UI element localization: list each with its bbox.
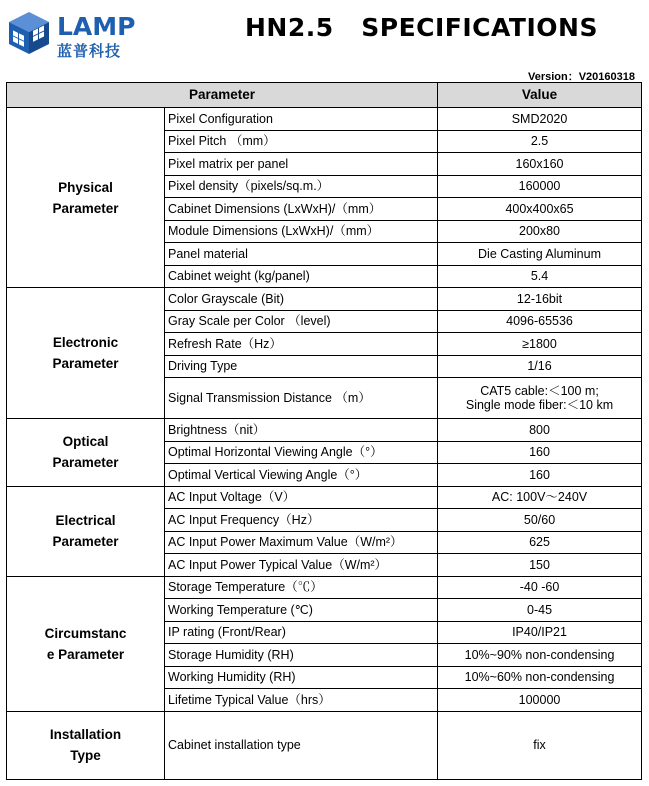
group-label: Circumstanc e Parameter	[7, 576, 165, 711]
value-cell: 0-45	[438, 599, 642, 622]
value-cell: Die Casting Aluminum	[438, 243, 642, 266]
parameter-cell: Working Temperature (℃)	[165, 599, 438, 622]
parameter-column-header: Parameter	[7, 83, 438, 108]
parameter-cell: Color Grayscale (Bit)	[165, 288, 438, 311]
value-column-header: Value	[438, 83, 642, 108]
value-cell: SMD2020	[438, 108, 642, 131]
parameter-cell: AC Input Voltage（V）	[165, 486, 438, 509]
parameter-cell: Pixel Pitch （mm）	[165, 130, 438, 153]
value-cell: 150	[438, 554, 642, 577]
parameter-cell: Pixel matrix per panel	[165, 153, 438, 176]
parameter-cell: Optimal Vertical Viewing Angle（°）	[165, 464, 438, 487]
group-label: Installation Type	[7, 711, 165, 779]
value-cell: 625	[438, 531, 642, 554]
table-row	[7, 711, 642, 779]
parameter-cell: Cabinet Dimensions (LxWxH)/（mm）	[165, 198, 438, 221]
value-cell: 160000	[438, 175, 642, 198]
value-cell: fix	[438, 711, 642, 779]
table-body	[7, 108, 642, 780]
group-label: Physical Parameter	[7, 108, 165, 288]
value-cell: 160	[438, 441, 642, 464]
value-cell: 100000	[438, 689, 642, 712]
parameter-cell: AC Input Power Maximum Value（W/m²）	[165, 531, 438, 554]
parameter-cell: Optimal Horizontal Viewing Angle（°）	[165, 441, 438, 464]
parameter-cell: Storage Humidity (RH)	[165, 644, 438, 667]
value-cell: 10%~90% non-condensing	[438, 644, 642, 667]
parameter-cell: Signal Transmission Distance （m）	[165, 378, 438, 419]
specifications-table	[6, 82, 642, 780]
value-cell: 12-16bit	[438, 288, 642, 311]
parameter-cell: Working Humidity (RH)	[165, 666, 438, 689]
logo-text: LAMP	[57, 12, 136, 41]
value-cell: 5.4	[438, 265, 642, 288]
parameter-cell: AC Input Frequency（Hz）	[165, 509, 438, 532]
table-row	[7, 576, 642, 599]
parameter-cell: Brightness（nit）	[165, 419, 438, 442]
parameter-cell: Storage Temperature（℃）	[165, 576, 438, 599]
value-cell: 1/16	[438, 355, 642, 378]
value-cell: 200x80	[438, 220, 642, 243]
parameter-cell: Pixel density（pixels/sq.m.）	[165, 175, 438, 198]
value-cell: 160	[438, 464, 642, 487]
page-title: HN2.5 SPECIFICATIONS	[245, 13, 598, 42]
value-cell: 800	[438, 419, 642, 442]
value-cell: -40 -60	[438, 576, 642, 599]
parameter-cell: Lifetime Typical Value（hrs）	[165, 689, 438, 712]
parameter-cell: Cabinet installation type	[165, 711, 438, 779]
cube-logo-icon	[6, 10, 52, 56]
group-label: Optical Parameter	[7, 419, 165, 487]
parameter-cell: Pixel Configuration	[165, 108, 438, 131]
parameter-cell: Driving Type	[165, 355, 438, 378]
lamp-logo	[6, 8, 136, 60]
parameter-cell: Panel material	[165, 243, 438, 266]
parameter-cell: IP rating (Front/Rear)	[165, 621, 438, 644]
parameter-cell: Gray Scale per Color （level)	[165, 310, 438, 333]
parameter-cell: Cabinet weight (kg/panel)	[165, 265, 438, 288]
table-row	[7, 419, 642, 442]
value-cell: 50/60	[438, 509, 642, 532]
version-label: Version：V20160318	[527, 71, 635, 83]
value-cell: IP40/IP21	[438, 621, 642, 644]
parameter-cell: Refresh Rate（Hz）	[165, 333, 438, 356]
value-cell: CAT5 cable:＜100 m; Single mode fiber:＜10 km	[438, 378, 642, 419]
logo-subtext: 蓝普科技	[57, 42, 122, 60]
value-cell: ≥1800	[438, 333, 642, 356]
group-label: Electronic Parameter	[7, 288, 165, 419]
value-cell: 2.5	[438, 130, 642, 153]
value-cell: AC: 100V～240V	[438, 486, 642, 509]
parameter-cell: AC Input Power Typical Value（W/m²）	[165, 554, 438, 577]
table-header-row	[7, 83, 642, 108]
table-row	[7, 108, 642, 131]
value-cell: 10%~60% non-condensing	[438, 666, 642, 689]
table-row	[7, 486, 642, 509]
parameter-cell: Module Dimensions (LxWxH)/（mm）	[165, 220, 438, 243]
value-cell: 400x400x65	[438, 198, 642, 221]
table-row	[7, 288, 642, 311]
group-label: Electrical Parameter	[7, 486, 165, 576]
value-cell: 4096-65536	[438, 310, 642, 333]
value-cell: 160x160	[438, 153, 642, 176]
